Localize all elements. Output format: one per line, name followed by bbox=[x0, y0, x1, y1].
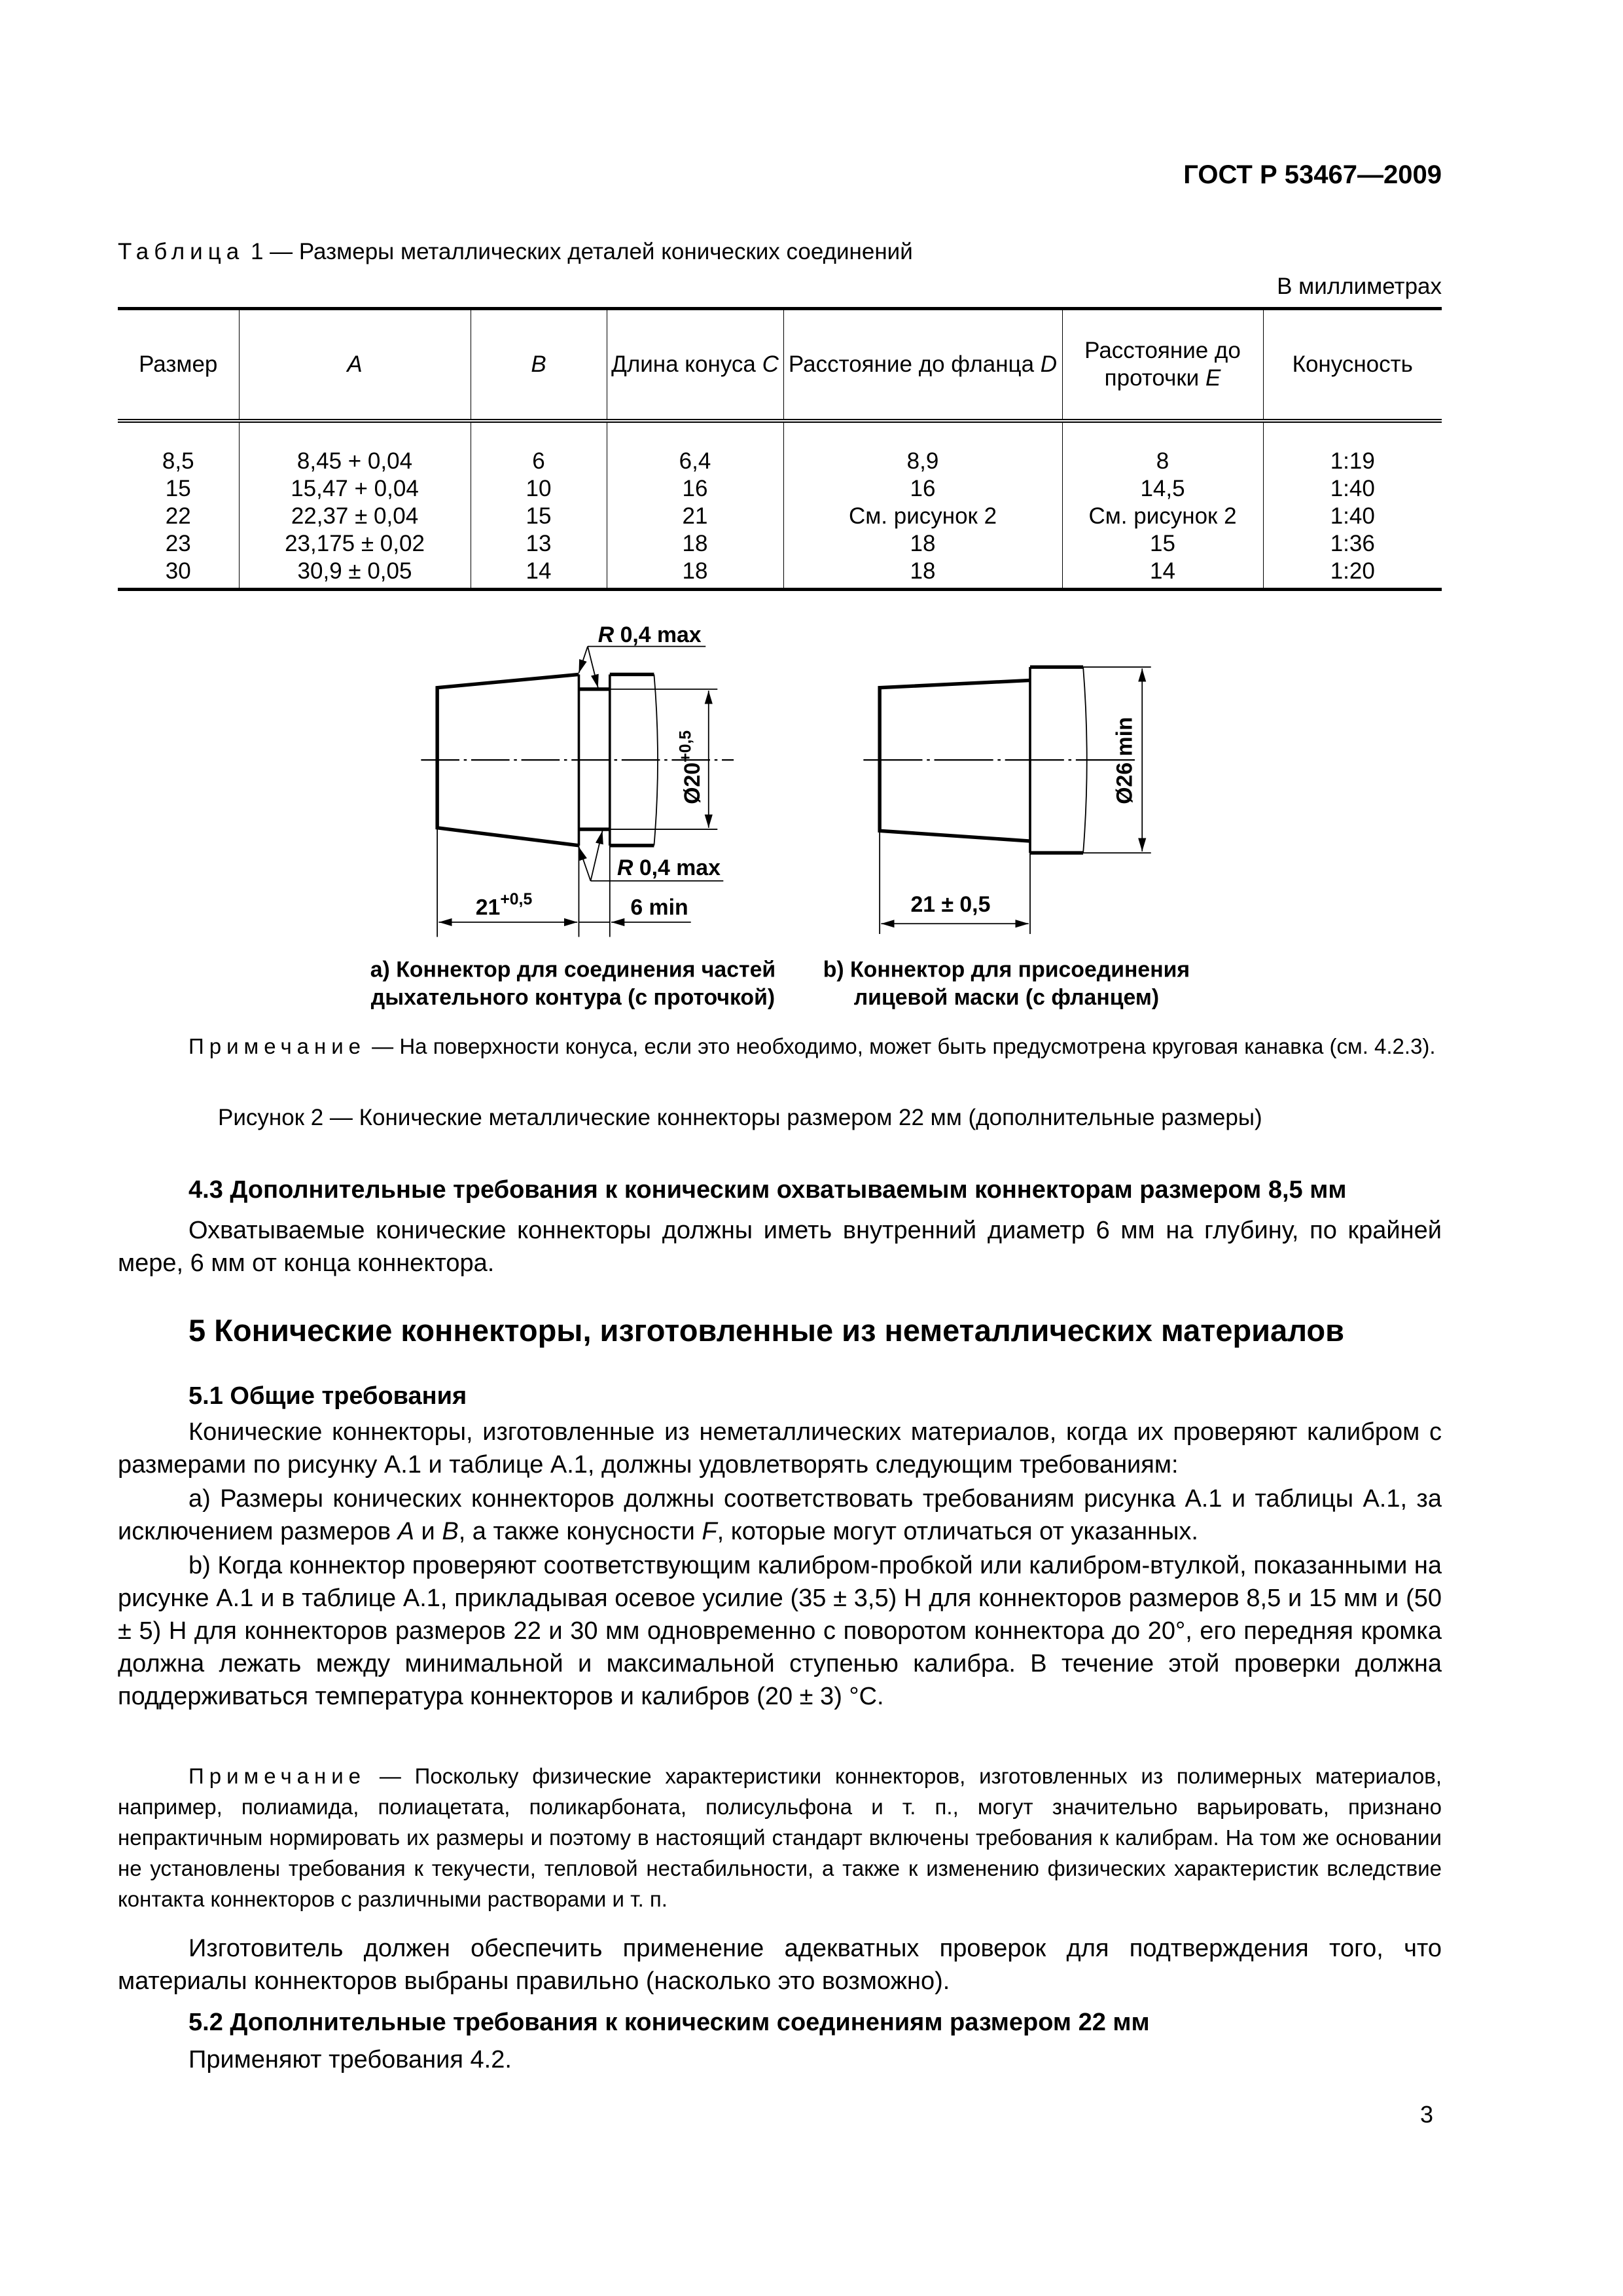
table-cell-size: 22 bbox=[165, 503, 191, 529]
table-cell-size: 23 bbox=[165, 531, 191, 556]
req-a-letter-b: B bbox=[442, 1518, 459, 1545]
table-cell-d: 16 bbox=[910, 476, 936, 501]
connector-drawing bbox=[369, 590, 1255, 1033]
page-number: 3 bbox=[1419, 2101, 1433, 2128]
radius-label-bottom: R 0,4 max bbox=[617, 855, 721, 880]
section-4-3-text: Охватываемые конические коннекторы должны иметь внутренний диаметр 6 мм на глубину, по крайней мере, 6 мм от конца коннектора. bbox=[118, 1217, 1442, 1277]
header-e-letter: E bbox=[1205, 365, 1221, 391]
section-5-1-paragraph: Конические коннекторы, изготовленные из неметаллических материалов, когда их проверяют калибром с размерами по рисунку А.1 и таблице А.1, должны удовлетворять следующим требованиям: bbox=[118, 1418, 1442, 1479]
header-c-label: Длина конуса bbox=[611, 351, 762, 377]
requirement-a bbox=[118, 1482, 1442, 1548]
section-5-2-text: Применяют требования 4.2. bbox=[188, 2046, 512, 2073]
column-e bbox=[1062, 421, 1263, 590]
table-cell-d: 18 bbox=[910, 531, 936, 556]
table-cell-c: 6,4 bbox=[679, 448, 711, 474]
table-cell-e: 14 bbox=[1150, 558, 1175, 584]
section-5-1-heading: 5.1 Общие требования bbox=[188, 1382, 467, 1410]
connector-b-drawing bbox=[863, 667, 1150, 934]
section-5-heading: 5 Конические коннекторы, изготовленные из неметаллических материалов bbox=[188, 1313, 1345, 1348]
table-cell-c: 16 bbox=[682, 476, 708, 501]
header-a bbox=[239, 309, 471, 422]
note-label: Примечание bbox=[188, 1764, 366, 1788]
table-cell-size: 15 bbox=[165, 476, 191, 501]
figure-note bbox=[118, 1031, 1442, 1062]
length-21-label: $21^{+0,5}$ bbox=[475, 890, 533, 920]
req-a-text1: a) Размеры конических коннекторов должны соответствовать требованиям рисунка А.1 и таблицы А.1, за исключением размеров bbox=[118, 1485, 1442, 1545]
table-cell-c: 21 bbox=[682, 503, 708, 529]
header-b-label: B bbox=[531, 351, 546, 377]
note-text: — Поскольку физические характеристики коннекторов, изготовленных из полимерных материалов, например, полиамида, полиацетата, поликарбоната, полисульфона и т. п., могут значительно варьировать, признано непрактичным нормировать их размеры и поэтому в настоящий стандарт включены требования к калибрам. На том же основании не установлены требования к текучести, тепловой нестабильности, а также к изменению физических характеристик вследствие контакта коннекторов с различными растворами и т. п. bbox=[118, 1764, 1442, 1911]
table-cell-c: 18 bbox=[682, 558, 708, 584]
table-cell-d: 18 bbox=[910, 558, 936, 584]
diameter-26-label: Ø26 min bbox=[1112, 717, 1137, 804]
table-cell-c: 18 bbox=[682, 531, 708, 556]
header-e bbox=[1062, 309, 1263, 422]
header-d-label: Расстояние до фланца bbox=[788, 351, 1041, 377]
table-cell-d: См. рисунок 2 bbox=[848, 503, 997, 529]
length-21b-label: 21 ± 0,5 bbox=[910, 892, 991, 918]
table-cell-b: 10 bbox=[526, 476, 552, 501]
column-a bbox=[239, 421, 471, 590]
section-4-3-heading: 4.3 Дополнительные требования к коническим охватываемым коннекторам размером 8,5 мм bbox=[188, 1176, 1347, 1204]
column-d bbox=[783, 421, 1062, 590]
column-taper bbox=[1263, 421, 1442, 590]
diameter-20-label: $Ø20^{+0,5}$ bbox=[677, 730, 705, 804]
header-d-letter: D bbox=[1040, 351, 1058, 377]
table-cell-e: 14,5 bbox=[1140, 476, 1185, 501]
table-cell-b: 14 bbox=[526, 558, 552, 584]
header-c bbox=[607, 309, 783, 422]
table-cell-b: 13 bbox=[526, 531, 552, 556]
section-5-1-paragraph-2: Изготовитель должен обеспечить применение адекватных проверок для подтверждения того, что материалы коннекторов выбраны правильно (насколько это возможно). bbox=[118, 1935, 1442, 1995]
header-b bbox=[471, 309, 607, 422]
column-b bbox=[471, 421, 607, 590]
table-cell-a: 30,9 ± 0,05 bbox=[297, 558, 412, 584]
table-cell-b: 15 bbox=[526, 503, 552, 529]
header-taper: Конусность bbox=[1263, 309, 1442, 422]
min-6-label: 6 min bbox=[630, 895, 688, 920]
requirement-b: b) Когда коннектор проверяют соответствующим калибром-пробкой или калибром-втулкой, показанными на рисунке А.1 и в таблице А.1, прикладывая осевое усилие (35 ± 3,5) Н для коннекторов размеров 8,5 и 15 мм и (50 ± 5) Н для коннекторов размеров 22 и 30 мм одновременно с поворотом коннектора до 20°, его передняя кромка должна лежать между минимальной и максимальной ступенью калибра. В течение этой проверки должна поддерживаться температура коннекторов и калибров (20 ± 3) °С. bbox=[118, 1552, 1442, 1710]
header-size: Размер bbox=[118, 309, 239, 422]
table-cell-size: 8,5 bbox=[162, 448, 194, 474]
req-a-text2: , а также конусности bbox=[458, 1518, 702, 1545]
caption-b-line1: b) Коннектор для присоединения bbox=[823, 957, 1190, 982]
table-cell-taper: 1:19 bbox=[1330, 448, 1375, 474]
document-number: ГОСТ Р 53467—2009 bbox=[1183, 160, 1442, 189]
table-cell-b: 6 bbox=[532, 448, 545, 474]
header-a-label: A bbox=[347, 351, 363, 377]
note-label: Примечание bbox=[188, 1034, 366, 1058]
table-cell-a: 15,47 + 0,04 bbox=[291, 476, 419, 501]
column-c bbox=[607, 421, 783, 590]
table-cell-e: См. рисунок 2 bbox=[1088, 503, 1237, 529]
table-cell-a: 22,37 ± 0,04 bbox=[291, 503, 419, 529]
req-a-letter-a: A bbox=[397, 1518, 414, 1545]
caption-a-line2: дыхательного контура (с проточкой) bbox=[370, 985, 776, 1011]
table-cell-d: 8,9 bbox=[906, 448, 939, 474]
radius-label-top: R 0,4 max bbox=[597, 622, 702, 647]
section-5-2-heading: 5.2 Дополнительные требования к коническим соединениям размером 22 мм bbox=[188, 2009, 1150, 2036]
column-size bbox=[118, 421, 239, 590]
caption-b-line2: лицевой маски (с фланцем) bbox=[853, 985, 1160, 1011]
table-header-row bbox=[118, 309, 1442, 422]
table-cell-taper: 1:36 bbox=[1330, 531, 1375, 556]
req-a-text3: , которые могут отличаться от указанных. bbox=[717, 1518, 1198, 1545]
table-cell-a: 8,45 + 0,04 bbox=[296, 448, 413, 474]
header-e-label: Расстояние до проточки bbox=[1084, 338, 1241, 391]
note-text: — На поверхности конуса, если это необходимо, может быть предусмотрена круговая канавка (см. 4.2.3). bbox=[366, 1034, 1436, 1058]
table-units: В миллиметрах bbox=[1277, 274, 1442, 299]
table-cell-taper: 1:40 bbox=[1330, 476, 1375, 501]
caption-a-line1: a) Коннектор для соединения частей bbox=[370, 957, 776, 982]
header-d bbox=[783, 309, 1062, 422]
table-caption bbox=[118, 239, 913, 265]
figure-title: Рисунок 2 — Конические металлические коннекторы размером 22 мм (дополнительные размеры) bbox=[218, 1105, 1262, 1130]
table-cell-taper: 1:40 bbox=[1330, 503, 1375, 529]
header-c-letter: C bbox=[762, 351, 779, 377]
dimensions-table bbox=[118, 307, 1442, 591]
table-cell-e: 8 bbox=[1156, 448, 1169, 474]
table-cell-size: 30 bbox=[165, 558, 191, 584]
table-cell-a: 23,175 ± 0,02 bbox=[285, 531, 425, 556]
table-cell-e: 15 bbox=[1150, 531, 1175, 556]
table-caption-word: Таблица bbox=[118, 239, 245, 264]
table-data-row bbox=[118, 421, 1442, 590]
table-caption-text: 1 — Размеры металлических деталей конических соединений bbox=[244, 239, 913, 264]
req-a-letter-f: F bbox=[702, 1518, 717, 1545]
section-5-note bbox=[118, 1761, 1442, 1914]
table-cell-taper: 1:20 bbox=[1330, 558, 1375, 584]
req-a-and: и bbox=[414, 1518, 442, 1545]
